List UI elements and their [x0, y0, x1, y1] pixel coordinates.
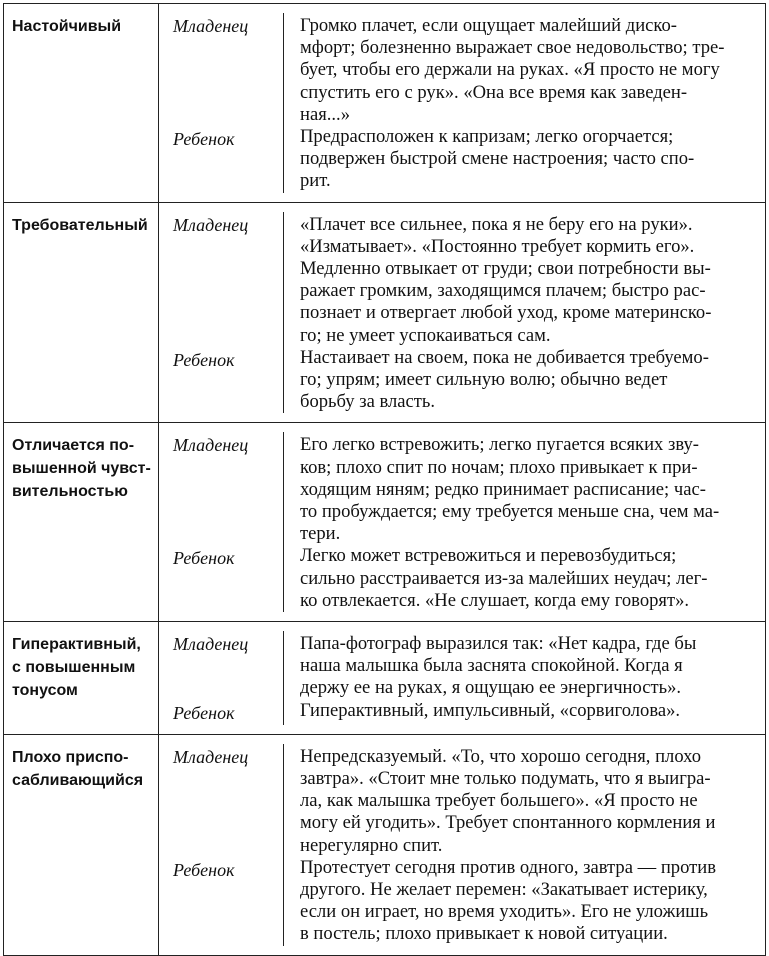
- infant-label: Младенец: [173, 634, 249, 655]
- infant-description: Папа-фотограф выразился так: «Нет кадра, где бы наша малышка была заснята спокойной. Когда я держу ее на руках, я ощущаю ее энергичность».: [283, 631, 765, 700]
- child-description: Протестует сегодня против одного, завтра — против другого. Не желает перемен: «Закатывает истерику, если он играет, но время уходить». Его не уложишь в постель; плохо привыкает к новой ситуации.: [283, 857, 765, 946]
- temperament-table: [3, 3, 766, 956]
- temperament-type: Требовательный: [12, 216, 148, 234]
- description-cell: [159, 4, 766, 203]
- child-description: Гиперактивный, импульсивный, «сорвиголова».: [283, 700, 765, 725]
- child-label: Ребенок: [173, 859, 235, 880]
- child-description: Предрасположен к капризам; легко огорчается; подвержен быстрой смене настроения; часто спо- рит.: [283, 126, 765, 193]
- child-description: Легко может встревожиться и перевозбудиться; сильно расстраивается из-за малейших неудач; лег- ко отвлекается. «Не слушает, когда ему говорят».: [283, 545, 765, 612]
- child-label: Ребенок: [173, 129, 235, 150]
- infant-description: Его легко встревожить; легко пугается всяких зву- ков; плохо спит по ночам; плохо привыкает к при- ходящим няням; редко принимает расписание; час- то пробуждается; ему требуется меньше сна, чем ма- тери.: [283, 432, 765, 545]
- temperament-type: Отличается по- вышенной чувст- вительностью: [12, 437, 151, 501]
- temperament-type: Гиперактивный, с повышенным тонусом: [12, 636, 141, 700]
- infant-description: Громко плачет, если ощущает малейший диско- мфорт; болезненно выражает свое недовольство; тре- бует, чтобы его держали на руках. «Я просто не могу спустить его с рук». «Она все время как заведен- ная...»: [283, 13, 765, 126]
- description-cell: [159, 202, 766, 423]
- description-grid: [159, 735, 765, 955]
- infant-label: Младенец: [173, 435, 249, 456]
- table-row: [4, 734, 766, 955]
- infant-label: Младенец: [173, 214, 249, 235]
- infant-description: «Плачет все сильнее, пока я не беру его на руки». «Изматывает». «Постоянно требует кормить его». Медленно отвыкает от груди; свои потребности вы- ражает громким, заходящимся плачем; быстро рас- познает и отвергает любой уход, кроме материнско- го; не умеет успокаиваться сам.: [283, 212, 765, 347]
- description-cell: [159, 734, 766, 955]
- description-grid: [159, 203, 765, 423]
- description-grid: [159, 4, 765, 202]
- temperament-type-cell: [4, 622, 159, 735]
- temperament-type-cell: [4, 4, 159, 203]
- temperament-type-cell: [4, 202, 159, 423]
- temperament-type-cell: [4, 734, 159, 955]
- infant-description: Непредсказуемый. «То, что хорошо сегодня, плохо завтра». «Стоит мне только подумать, что я выигра- ла, как малышка требует большего». «Я просто не могу ей угодить». Требует спонтанного кормления и нерегулярно спит.: [283, 744, 765, 857]
- child-label: Ребенок: [173, 548, 235, 569]
- infant-label: Младенец: [173, 16, 249, 36]
- infant-label: Младенец: [173, 746, 249, 767]
- temperament-type: Плохо приспо- сабливающийся: [12, 748, 144, 789]
- child-description: Настаивает на своем, пока не добивается требуемо- го; упрям; имеет сильную волю; обычно ведет борьбу за власть.: [283, 347, 765, 414]
- description-cell: [159, 423, 766, 622]
- table-row: [4, 622, 766, 735]
- temperament-type-cell: [4, 423, 159, 622]
- description-grid: [159, 622, 765, 734]
- description-cell: [159, 622, 766, 735]
- description-grid: [159, 423, 765, 621]
- child-label: Ребенок: [173, 702, 235, 723]
- table-row: [4, 202, 766, 423]
- temperament-type: Настойчивый: [12, 18, 122, 35]
- table-row: [4, 423, 766, 622]
- table-row: [4, 4, 766, 203]
- child-label: Ребенок: [173, 349, 235, 370]
